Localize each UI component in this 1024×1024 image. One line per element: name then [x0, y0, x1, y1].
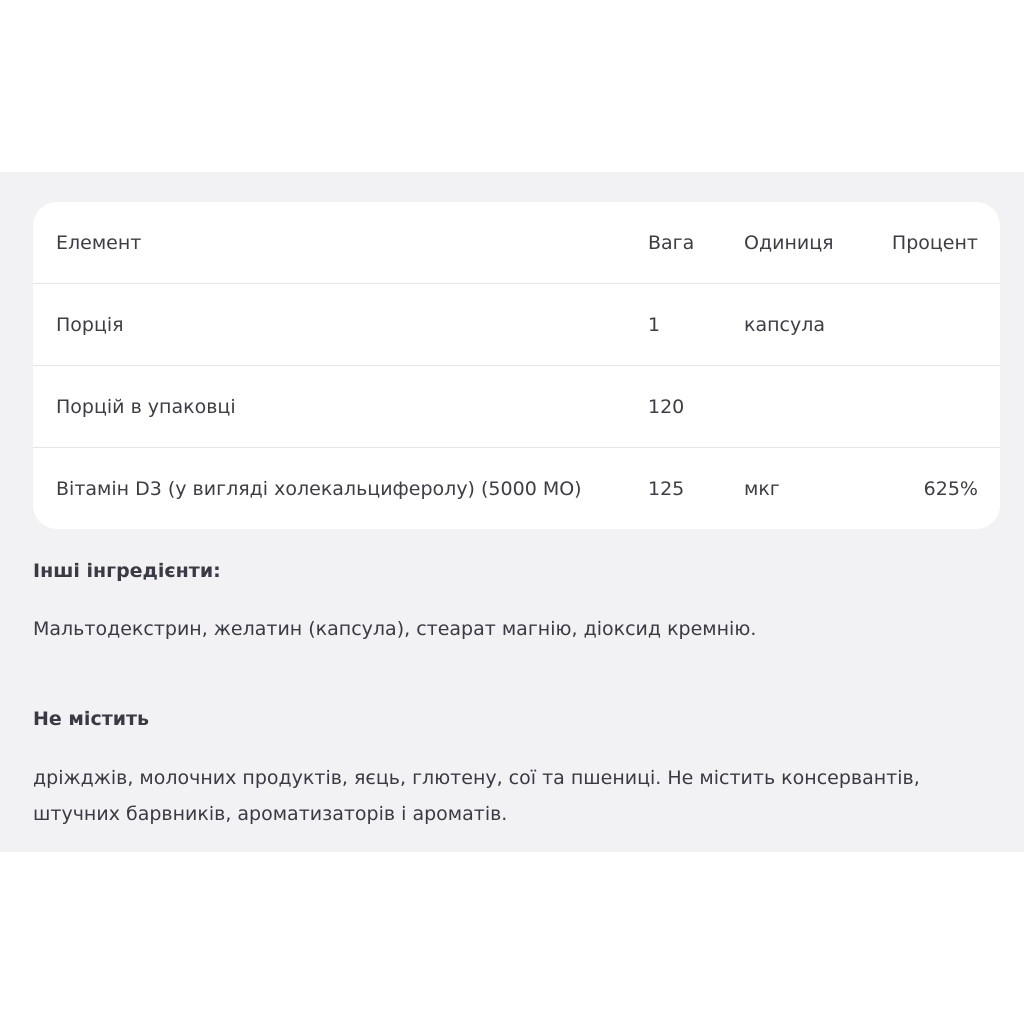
not-contains-line: дріжджів, молочних продуктів, яєць, глютену, сої та пшениці. Не містить консервантів,: [33, 767, 920, 789]
supplement-facts-table: [33, 202, 1000, 529]
table-row: [33, 284, 1000, 366]
row-weight: 125: [648, 478, 685, 500]
row-name: Вітамін D3 (у вигляді холекальциферолу) (5000 МО): [56, 478, 582, 500]
supplement-facts-panel: [0, 172, 1024, 852]
header-unit: Одиниця: [744, 232, 834, 254]
row-unit: мкг: [744, 478, 780, 500]
row-name: Порція: [56, 314, 124, 336]
other-ingredients-line: Мальтодекстрин, желатин (капсула), стеарат магнію, діоксид кремнію.: [33, 618, 757, 640]
table-header-row: [33, 202, 1000, 284]
other-ingredients-text: [33, 611, 993, 647]
header-percent: Процент: [891, 232, 978, 254]
table-row: [33, 366, 1000, 448]
row-weight: 120: [648, 396, 685, 418]
other-ingredients-title: Інші інгредієнти:: [33, 560, 221, 582]
row-unit: капсула: [744, 314, 826, 336]
row-name: Порцій в упаковці: [56, 396, 236, 418]
not-contains-line: штучних барвників, ароматизаторів і ароматів.: [33, 803, 508, 825]
not-contains-text: [33, 760, 993, 832]
row-percent: 625%: [923, 478, 978, 500]
header-weight: Вага: [648, 232, 695, 254]
header-name: Елемент: [56, 232, 142, 254]
not-contains-title: Не містить: [33, 708, 150, 730]
row-weight: 1: [648, 314, 661, 336]
table-row: [33, 448, 1000, 529]
